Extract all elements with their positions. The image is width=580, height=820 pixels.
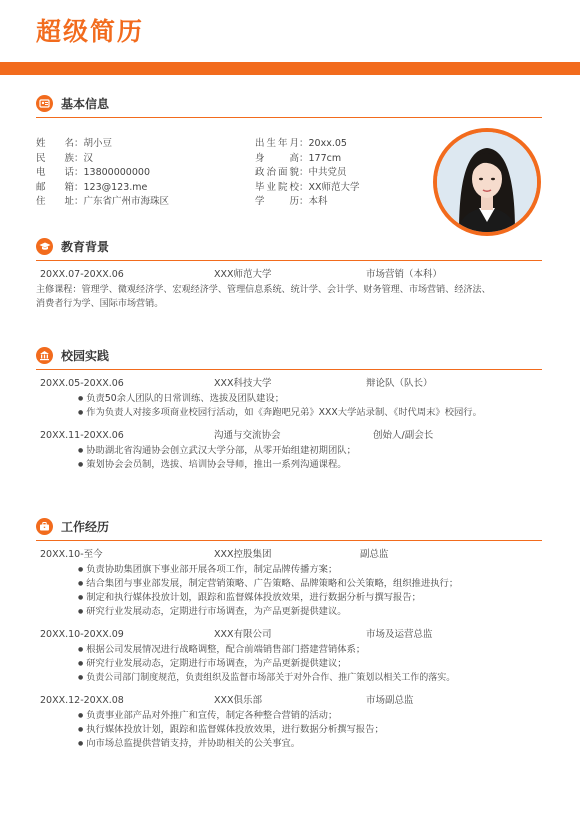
campus-2-org: 沟通与交流协会 (214, 430, 281, 441)
education-courses-line1: 主修课程：管理学、微观经济学、宏观经济学、管理信息系统、统计学、会计学、财务管理、市场营销、经济法、 (36, 285, 491, 295)
info-row-phone: 电话：13800000000 (36, 167, 150, 178)
education-courses-line2: 消费者行为学、国际市场营销。 (36, 299, 164, 309)
section-title-basic: 基本信息 (61, 96, 110, 111)
work-3-bullet-3: ● 向市场总监提供营销支持，并协助相关的公关事宜。 (78, 737, 300, 752)
section-title-campus: 校园实践 (61, 348, 110, 363)
work-2-role: 市场及运营总监 (366, 629, 433, 640)
avatar-photo (437, 132, 537, 232)
campus-1-org: XXX科技大学 (214, 378, 272, 389)
header-accent-bar (0, 62, 580, 75)
info-row-ethnicity: 民族：汉 (36, 153, 94, 164)
campus-2-bullet-2: ● 策划协会会员制，选拔、培训协会导师，推出一系列沟通课程。 (78, 458, 347, 473)
work-3-date: 20XX.12-20XX.08 (40, 695, 124, 706)
campus-1-date: 20XX.05-20XX.06 (40, 378, 124, 389)
info-row-political: 政治面貌：中共党员 (255, 167, 347, 178)
education-school: XXX师范大学 (214, 269, 272, 280)
campus-1-bullet-1: ● 负责50余人团队的日常训练、选拔及团队建设； (78, 392, 284, 407)
work-1-bullet-2: ● 结合集团与事业部发展，制定营销策略、广告策略、品牌策略和公关策略，组织推进执行； (78, 577, 458, 592)
work-2-bullet-2: ● 研究行业发展动态，定期进行市场调查，为产品更新提供建议； (78, 657, 347, 672)
avatar-frame (433, 128, 541, 236)
section-header-basic (36, 93, 109, 113)
work-2-date: 20XX.10-20XX.09 (40, 629, 124, 640)
info-row-email: 邮箱：123@123.me (36, 182, 148, 193)
section-divider-campus (36, 369, 542, 370)
work-1-bullet-1: ● 负责协助集团旗下事业部开展各项工作，制定品牌传播方案； (78, 563, 337, 578)
work-1-role: 副总监 (360, 549, 389, 560)
info-row-birth: 出生年月：20xx.05 (255, 138, 347, 149)
graduation-cap-icon (36, 238, 53, 255)
info-row-height: 身高：177cm (255, 153, 342, 164)
id-card-icon (36, 95, 53, 112)
campus-1-bullet-2: ● 作为负责人对接多项商业校园行活动，如《奔跑吧兄弟》XXX大学站录制、《时代周末》校园行。 (78, 406, 482, 421)
work-2-org: XXX有限公司 (214, 629, 272, 640)
work-3-bullet-2: ● 执行媒体投放计划，跟踪和监督媒体投放效果，进行数据分析撰写报告； (78, 723, 384, 738)
campus-2-role: 创始人/副会长 (373, 430, 434, 441)
campus-1-role: 辩论队（队长） (366, 378, 433, 389)
section-divider-education (36, 260, 542, 261)
section-title-work: 工作经历 (61, 519, 110, 534)
campus-2-bullet-1: ● 协助湖北省沟通协会创立武汉大学分部，从零开始组建初期团队； (78, 444, 356, 459)
section-header-education (36, 236, 109, 256)
work-1-bullet-3: ● 制定和执行媒体投放计划，跟踪和监督媒体投放效果，进行数据分析与撰写报告； (78, 591, 421, 606)
work-1-org: XXX控股集团 (214, 549, 272, 560)
info-row-degree: 学历：本科 (255, 196, 328, 207)
work-1-date: 20XX.10-至今 (40, 549, 103, 560)
education-date: 20XX.07-20XX.06 (40, 269, 124, 280)
work-3-bullet-1: ● 负责事业部产品对外推广和宣传，制定各种整合营销的活动； (78, 709, 337, 724)
info-row-name: 姓名：胡小豆 (36, 138, 113, 149)
info-row-school: 毕业院校：XX师范大学 (255, 182, 360, 193)
briefcase-icon (36, 518, 53, 535)
section-divider-work (36, 540, 542, 541)
work-2-bullet-1: ● 根据公司发展情况进行战略调整，配合前端销售部门搭建营销体系； (78, 643, 365, 658)
work-3-org: XXX俱乐部 (214, 695, 263, 706)
info-row-address: 住址：广东省广州市海珠区 (36, 196, 170, 207)
section-header-work (36, 516, 109, 536)
section-divider-basic (36, 117, 542, 118)
building-icon (36, 347, 53, 364)
resume-title: 超级简历 (36, 17, 145, 46)
education-major: 市场营销（本科） (366, 269, 443, 280)
section-header-campus (36, 345, 109, 365)
work-1-bullet-4: ● 研究行业发展动态，定期进行市场调查，为产品更新提供建议。 (78, 605, 347, 620)
section-title-education: 教育背景 (61, 239, 110, 254)
work-2-bullet-3: ● 负责公司部门制度规范，负责组织及监督市场部关于对外合作、推广策划以相关工作的落实。 (78, 671, 455, 686)
campus-2-date: 20XX.11-20XX.06 (40, 430, 124, 441)
work-3-role: 市场副总监 (366, 695, 414, 706)
